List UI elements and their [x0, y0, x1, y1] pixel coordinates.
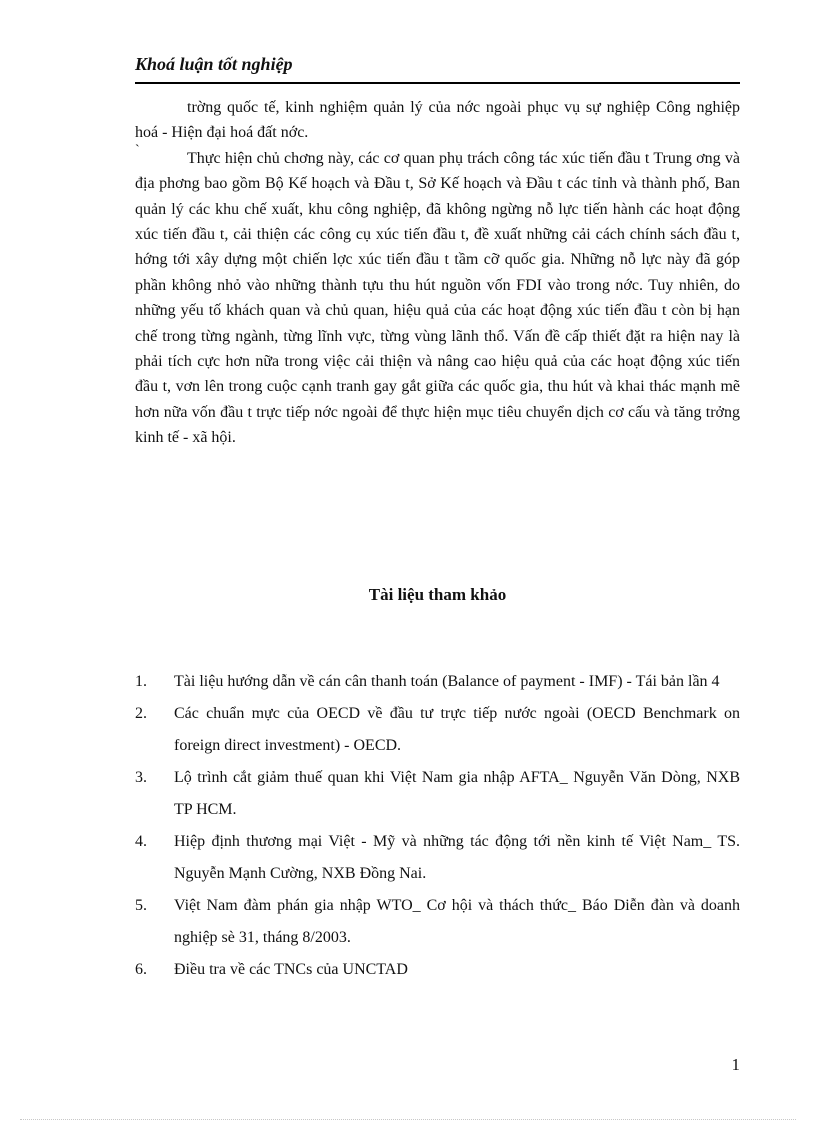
reference-text: Điều tra về các TNCs của UNCTAD: [174, 961, 408, 978]
reference-number: 5.: [135, 897, 147, 914]
paragraph: Thực hiện chủ chơng này, các cơ quan phụ trách công tác xúc tiến đầu t Trung ơng và địa phơng bao gồm Bộ Kế hoạch và Đầu t, Sở Kế hoạch và Đầu t các tỉnh và thành phố, Ban quản lý các khu chế xuất, khu công nghiệp, đã không ngừng nỗ lực tiến hành các hoạt động xúc tiến đầu t, cải thiện các công cụ xúc tiến đầu t, đề xuất những cải cách chính sách đầu t, hớng tới xây dựng một chiến lợc xúc tiến đầu t tầm cỡ quốc gia. Những nỗ lực này đã góp phần không nhỏ vào những thành tựu thu hút nguồn vốn FDI vào trong nớc. Tuy nhiên, do những yếu tố khách quan và chủ quan, hiệu quả của các hoạt động xúc tiến đầu t còn bị hạn chế trong từng ngành, từng lĩnh vực, từng vùng lãnh thổ. Vấn đề cấp thiết đặt ra hiện nay là phải tích cực hơn nữa trong việc cải thiện và nâng cao hiệu quả của các hoạt động xúc tiến đầu t, vơn lên trong cuộc cạnh tranh gay gắt giữa các quốc gia, thu hút và khai thác mạnh mẽ hơn nữa vốn đầu t trực tiếp nớc ngoài để thực hiện mục tiêu chuyển dịch cơ cấu và tăng trởng kinh tế - xã hội.: [135, 149, 740, 447]
reference-item: [135, 826, 740, 890]
reference-item: [135, 954, 740, 986]
reference-item: [135, 890, 740, 954]
document-title: Khoá luận tốt nghiệp: [135, 54, 293, 74]
stray-mark: `: [135, 143, 140, 158]
page-number: 1: [731, 1055, 740, 1074]
reference-number: 4.: [135, 833, 147, 850]
reference-text: Việt Nam đàm phán gia nhập WTO_ Cơ hội và thách thức_ Báo Diễn đàn và doanh nghiệp sè 31, tháng 8/2003.: [174, 897, 740, 946]
reference-number: 3.: [135, 769, 147, 786]
page-header: [135, 52, 740, 84]
references-heading: Tài liệu tham khảo: [368, 585, 507, 604]
reference-item: [135, 762, 740, 826]
reference-text: Lộ trình cắt giảm thuế quan khi Việt Nam gia nhập AFTA_ Nguyễn Văn Dòng, NXB TP HCM.: [174, 769, 740, 818]
reference-text: Hiệp định thương mại Việt - Mỹ và những tác động tới nền kinh tế Việt Nam_ TS. Nguyễn Mạnh Cường, NXB Đồng Nai.: [174, 833, 740, 882]
reference-item: [135, 666, 740, 698]
reference-text: Tài liệu hướng dẫn về cán cân thanh toán (Balance of payment - IMF) - Tái bản lần 4: [174, 673, 720, 690]
references-list: [135, 666, 740, 986]
paragraph: trờng quốc tế, kinh nghiệm quản lý của nớc ngoài phục vụ sự nghiệp Công nghiệp hoá - Hiện đại hoá đất nớc.: [135, 99, 740, 142]
reference-number: 1.: [135, 673, 147, 690]
reference-item: [135, 698, 740, 762]
reference-number: 6.: [135, 961, 147, 978]
reference-text: Các chuẩn mực của OECD về đầu tư trực tiếp nước ngoài (OECD Benchmark on foreign direct investment) - OECD.: [174, 705, 740, 754]
footer-divider: [20, 1119, 796, 1120]
reference-number: 2.: [135, 705, 147, 722]
body-text: [135, 95, 740, 451]
